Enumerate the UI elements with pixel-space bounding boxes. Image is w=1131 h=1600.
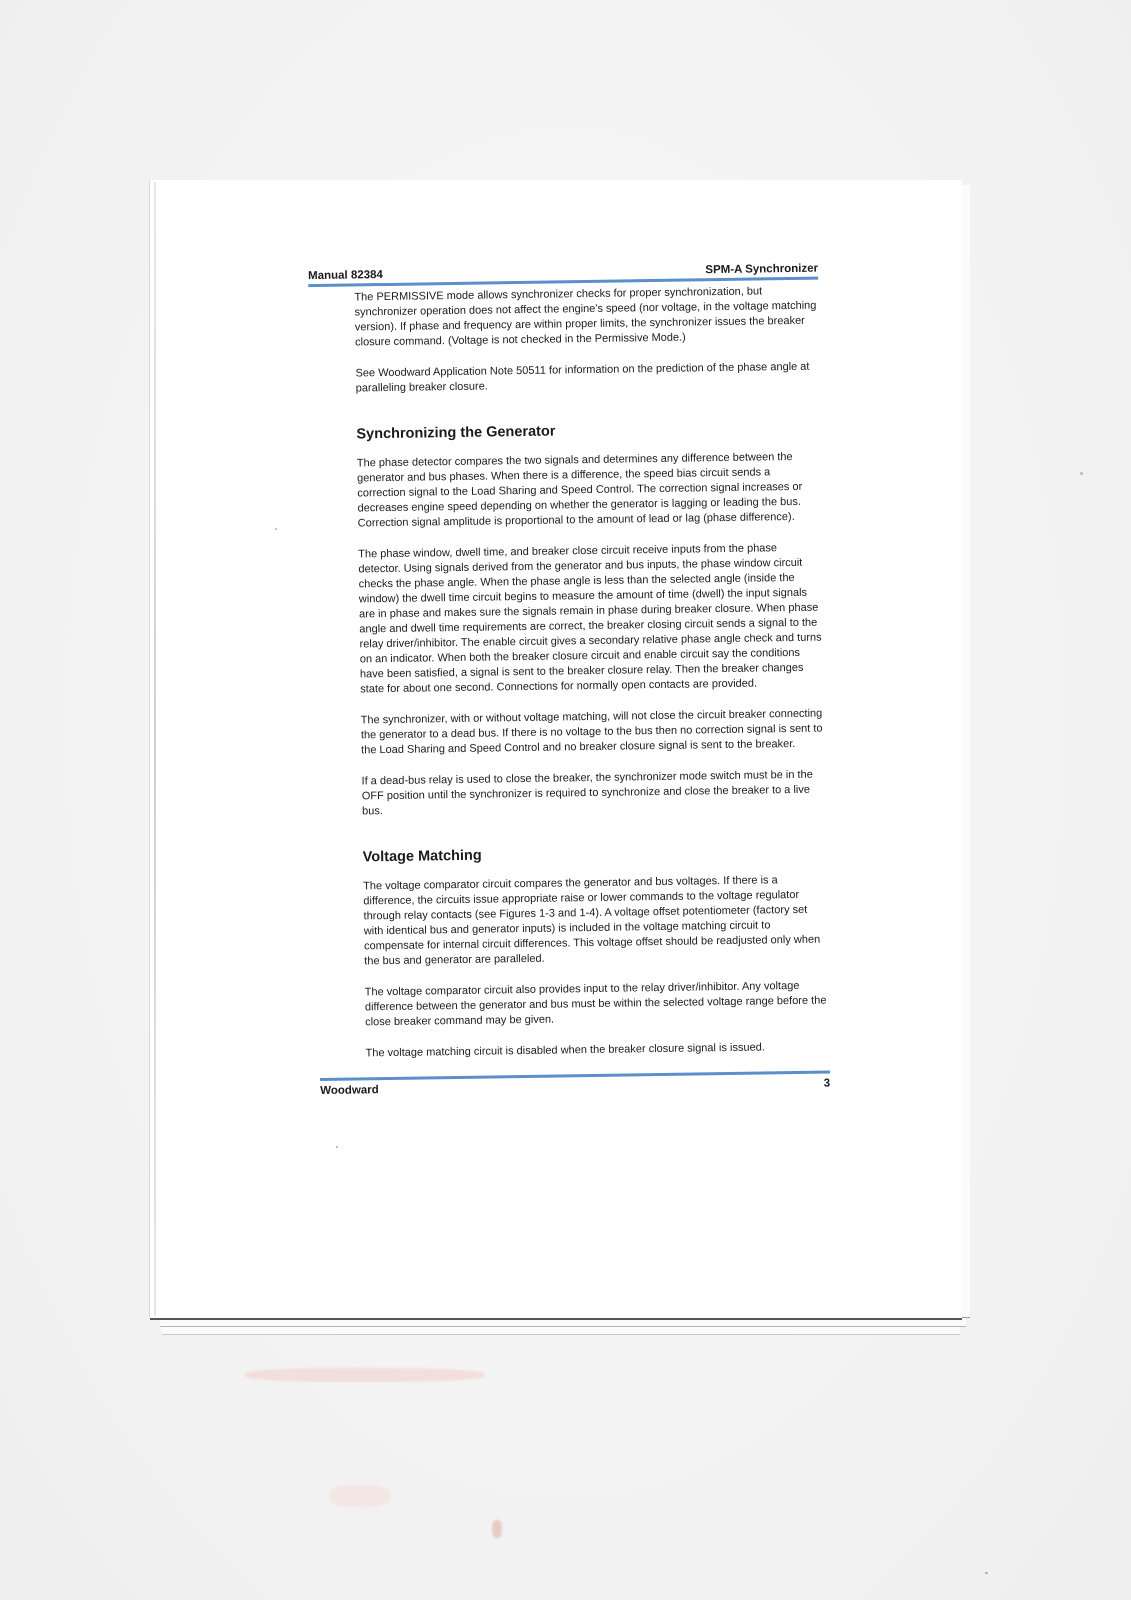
section-paragraph: The voltage matching circuit is disabled when the breaker closure signal is issued. [365, 1041, 765, 1060]
scan-speck [336, 1146, 338, 1148]
intro-paragraph: See Woodward Application Note 50511 for information on the prediction of the phase angle at paralleling breaker closure. [355, 360, 810, 395]
scan-speck [275, 528, 277, 530]
section-paragraph: The voltage comparator circuit compares the generator and bus voltages. If there is a difference, the circuits issue appropriate raise or lower commands to the voltage regulator through relay contacts (see Figures 1-3 and 1-4). A voltage offset potentiometer (factory set with identical bus and generator inputs) is included in the voltage matching circuit to compensate for internal circuit differences. This voltage offset should be readjusted only when the bus and generator are paralleled. [363, 874, 821, 968]
section-paragraph: The synchronizer, with or without voltage matching, will not close the circuit breaker connecting the generator to a dead bus. If there is no voltage to the bus then no correction signal is sent to the Load Sharing and Speed Control and no breaker closure signal is sent to the breaker. [360, 707, 823, 757]
company-name: Woodward [320, 1084, 379, 1098]
page-edge-shadow [154, 182, 156, 1316]
section-paragraph: The phase window, dwell time, and breaker close circuit receive inputs from the phase detector. Using signals derived from the generator and bus inputs, the phase window circuit checks the phase angle. When the phase angle is less than the selected angle (inside the window) the dwell time circuit begins to measure the amount of time (dwell) the input signals are in phase and makes sure the signals remain in phase during breaker closure. When phase angle and dwell time requirements are correct, the breaker closing circuit sends a signal to the relay driver/inhibitor. The enable circuit gives a secondary relative phase angle check and turns on an indicator. When both the breaker closure circuit and enable circuit say the conditions have been satisfied, a signal is sent to the breaker closure relay. Then the breaker changes state for about one second. Connections for normally open contacts are provided. [358, 542, 822, 696]
section-heading: Synchronizing the Generator [356, 423, 556, 443]
section-paragraph: The phase detector compares the two signals and determines any difference between the generator and bus phases. When there is a difference, the speed bias circuit sends a correction signal to the Load Sharing and Speed Control. The correction signal increases or decreases engine speed depending on whether the generator is lagging or leading the bus. Correction signal amplitude is proportional to the amount of lead or lag (phase difference). [356, 450, 803, 530]
page-content [308, 262, 850, 1098]
scan-stain [492, 1520, 502, 1538]
scan-stain [245, 1368, 485, 1382]
manual-number: Manual 82384 [308, 269, 383, 283]
scan-stain [330, 1485, 390, 1507]
product-name: SPM-A Synchronizer [705, 262, 819, 277]
body-text [354, 284, 829, 1062]
scan-speck [1080, 472, 1083, 475]
section-paragraph: If a dead-bus relay is used to close the breaker, the synchronizer mode switch must be in the OFF position until the synchronizer is required to synchronize and close the breaker to a live bus. [361, 768, 813, 818]
section-heading: Voltage Matching [362, 847, 482, 866]
document-page [150, 180, 962, 1318]
scan-speck [985, 1572, 988, 1574]
page-header [308, 263, 818, 288]
section-paragraph: The voltage comparator circuit also provides input to the relay driver/inhibitor. Any voltage difference between the generator and bus must be within the selected voltage range before the close breaker command may be given. [364, 979, 827, 1029]
page-footer [320, 1070, 830, 1097]
intro-paragraph: The PERMISSIVE mode allows synchronizer checks for proper synchronization, but synchronizer operation does not affect the engine's speed (nor voltage, in the voltage matching version). If phase and frequency are within proper limits, the synchronizer issues the breaker closure command. (Voltage is not checked in the Permissive Mode.) [354, 285, 817, 349]
page-number: 3 [823, 1077, 831, 1090]
